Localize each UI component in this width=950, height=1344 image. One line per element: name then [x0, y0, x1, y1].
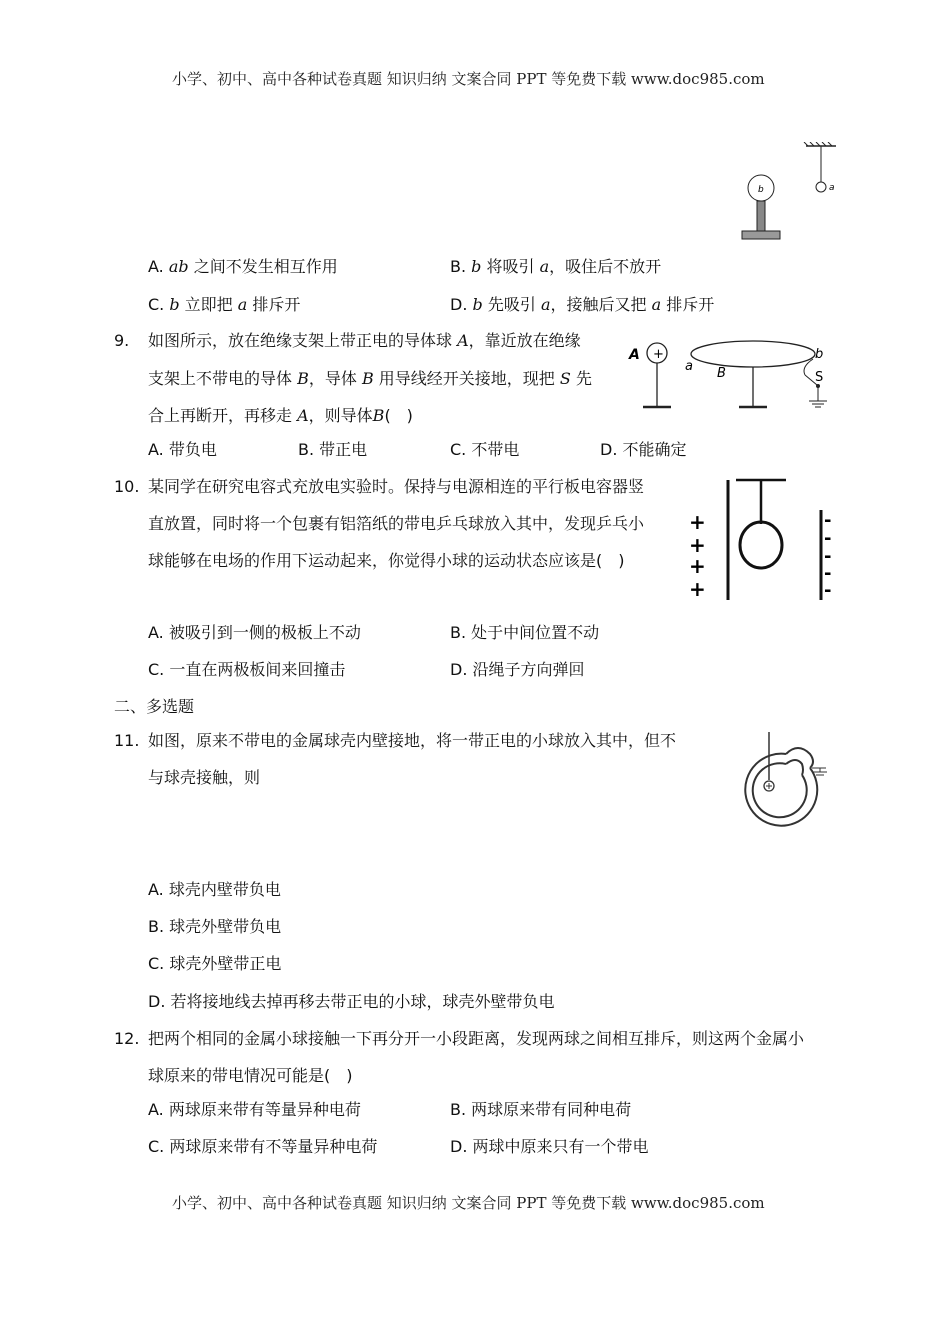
q10-line-3: 球能够在电场的作用下运动起来，你觉得小球的运动状态应该是( )	[148, 551, 625, 570]
q11-option-c[interactable]: C. 球壳外壁带正电	[148, 954, 282, 973]
q9-label-B: B	[717, 366, 726, 381]
q9-option-d[interactable]: D. 不能确定	[600, 440, 687, 459]
q12-option-b[interactable]: B. 两球原来带有同种电荷	[450, 1100, 632, 1119]
q10-figure	[684, 472, 836, 604]
q10-plus-4: +	[689, 577, 706, 601]
page-footer: 小学、初中、高中各种试卷真题 知识归纳 文案合同 PPT 等免费下载 www.doc985.com	[172, 1194, 765, 1212]
q12-option-a[interactable]: A. 两球原来带有等量异种电荷	[148, 1100, 361, 1119]
q9-label-a: a	[685, 359, 693, 374]
q10-plus-3: +	[689, 554, 706, 578]
page-header: 小学、初中、高中各种试卷真题 知识归纳 文案合同 PPT 等免费下载 www.doc985.com	[172, 70, 765, 88]
q11-option-b[interactable]: B. 球壳外壁带负电	[148, 917, 282, 936]
q9-label-A: A	[629, 347, 640, 363]
q8-option-a[interactable]: A. ab 之间不发生相互作用	[148, 257, 338, 276]
q10-number: 10.	[114, 477, 140, 496]
q11-number: 11.	[114, 731, 140, 750]
q8-label-a: a	[829, 183, 835, 193]
section-title: 二、多选题	[114, 697, 195, 716]
q10-option-b[interactable]: B. 处于中间位置不动	[450, 623, 600, 642]
q12-line-1: 把两个相同的金属小球接触一下再分开一小段距离，发现两球之间相互排斥，则这两个金属小	[148, 1029, 805, 1048]
q12-option-d[interactable]: D. 两球中原来只有一个带电	[450, 1137, 649, 1156]
q10-minus-4: -	[824, 563, 832, 584]
q10-minus-3: -	[824, 546, 832, 567]
q8-figure	[738, 142, 838, 244]
q9-label-S: S	[815, 370, 824, 385]
q8-label-b: b	[758, 185, 764, 195]
q10-minus-2: -	[824, 528, 832, 549]
q10-minus-5: -	[824, 580, 832, 601]
q9-option-a[interactable]: A. 带负电	[148, 440, 217, 459]
q10-plus-1: +	[689, 510, 706, 534]
q9-line-3: 合上再断开，再移走 A，则导体B( )	[148, 406, 413, 425]
q8-option-d[interactable]: D. b 先吸引 a，接触后又把 a 排斥开	[450, 295, 715, 314]
q9-label-plus: +	[653, 347, 664, 362]
q12-number: 12.	[114, 1029, 140, 1048]
q9-line-1: 如图所示，放在绝缘支架上带正电的导体球 A，靠近放在绝缘	[148, 331, 581, 350]
q9-option-c[interactable]: C. 不带电	[450, 440, 520, 459]
q12-option-c[interactable]: C. 两球原来带有不等量异种电荷	[148, 1137, 378, 1156]
q9-figure	[625, 335, 835, 415]
q9-option-b[interactable]: B. 带正电	[298, 440, 368, 459]
q11-line-2: 与球壳接触，则	[148, 768, 261, 787]
q10-minus-1: -	[824, 510, 832, 531]
q11-option-a[interactable]: A. 球壳内壁带负电	[148, 880, 281, 899]
q8-option-c[interactable]: C. b 立即把 a 排斥开	[148, 295, 301, 314]
q12-line-2: 球原来的带电情况可能是( )	[148, 1066, 353, 1085]
q10-option-d[interactable]: D. 沿绳子方向弹回	[450, 660, 585, 679]
q10-plus-2: +	[689, 533, 706, 557]
q8-option-b[interactable]: B. b 将吸引 a，吸住后不放开	[450, 257, 662, 276]
q10-option-c[interactable]: C. 一直在两极板间来回撞击	[148, 660, 346, 679]
q11-figure	[724, 728, 836, 828]
q9-number: 9.	[114, 331, 130, 350]
q10-line-2: 直放置，同时将一个包裹有铝箔纸的带电乒乓球放入其中，发现乒乓小	[148, 514, 645, 533]
q11-option-d[interactable]: D. 若将接地线去掉再移去带正电的小球，球壳外壁带负电	[148, 992, 555, 1011]
q11-line-1: 如图，原来不带电的金属球壳内壁接地，将一带正电的小球放入其中，但不	[148, 731, 677, 750]
q9-label-b: b	[815, 347, 824, 362]
q10-option-a[interactable]: A. 被吸引到一侧的极板上不动	[148, 623, 361, 642]
q10-line-1: 某同学在研究电容式充放电实验时。保持与电源相连的平行板电容器竖	[148, 477, 645, 496]
q9-line-2: 支架上不带电的导体 B，导体 B 用导线经开关接地，现把 S 先	[148, 369, 592, 388]
